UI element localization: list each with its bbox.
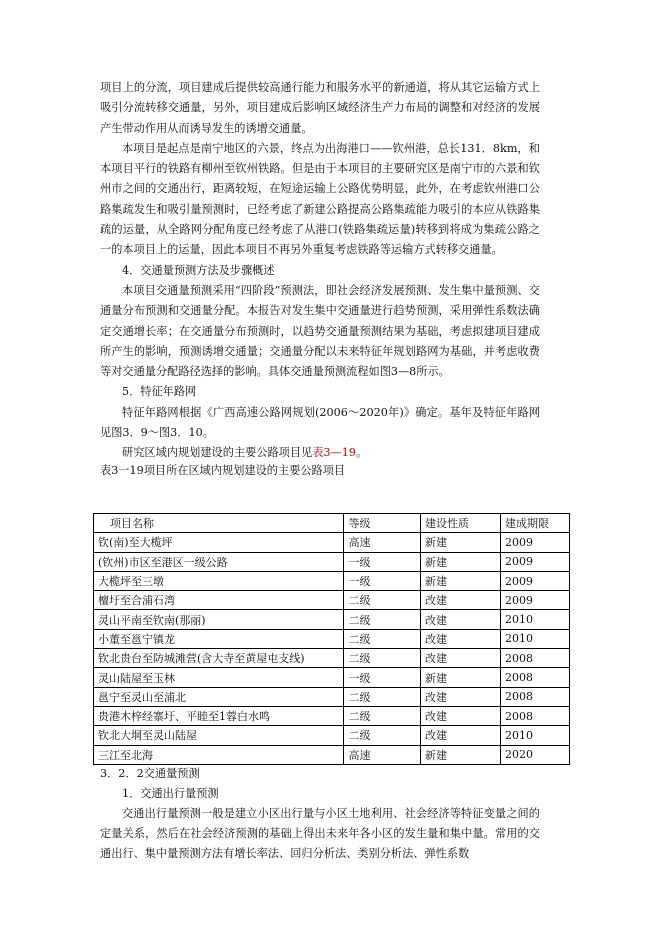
cell-grade: 二级 [344, 726, 421, 745]
cell-name: 三江至北海 [94, 745, 344, 764]
cell-name: (钦州)市区至港区一级公路 [94, 552, 344, 571]
table-row [94, 649, 570, 668]
cell-year: 2008 [500, 649, 569, 668]
cell-name: 大榄坪至三墩 [94, 571, 344, 590]
ref-suffix: 。 [355, 446, 368, 460]
paragraph-table-reference [100, 443, 540, 463]
cell-grade: 二级 [344, 687, 421, 706]
cell-name: 灵山平南至钦南(那丽) [94, 610, 344, 629]
table-row [94, 687, 570, 706]
cell-type: 新建 [421, 552, 501, 571]
cell-type: 新建 [421, 533, 501, 552]
cell-grade: 一级 [344, 668, 421, 687]
cell-name: 钦北大垌至灵山陆屋 [94, 726, 344, 745]
cell-name: 檀圩至合浦石湾 [94, 591, 344, 610]
cell-year: 2008 [500, 687, 569, 706]
cell-year: 2009 [500, 571, 569, 590]
table-row [94, 533, 570, 552]
cell-year: 2009 [500, 533, 569, 552]
table-row [94, 610, 570, 629]
table-row [94, 552, 570, 571]
cell-grade: 一级 [344, 552, 421, 571]
cell-year: 2008 [500, 668, 569, 687]
table-caption: 表3一19项目所在区域内规划建设的主要公路项目 [100, 464, 346, 477]
header-project-name: 项目名称 [94, 514, 344, 533]
cell-grade: 一级 [344, 571, 421, 590]
header-completion-year: 建成期限 [500, 514, 569, 533]
paragraph-feature-year-network: 特征年路网根据《广西高速公路网规划(2006～2020年)》确定。基年及特征年路网见图3．9～图3．10。 [100, 405, 540, 440]
cell-grade: 高速 [344, 745, 421, 764]
header-construction-type: 建设性质 [421, 514, 501, 533]
cell-year: 2010 [500, 629, 569, 648]
cell-name: 钦北贵台至防城滩营(含大寺至黄屋屯支线) [94, 649, 344, 668]
road-projects-table [93, 513, 570, 765]
cell-grade: 二级 [344, 629, 421, 648]
table-header-row [94, 514, 570, 533]
cell-name: 灵山陆屋至玉林 [94, 668, 344, 687]
table-row [94, 591, 570, 610]
cell-name: 钦(南)至大榄坪 [94, 533, 344, 552]
cell-type: 改建 [421, 706, 501, 725]
cell-year: 2009 [500, 591, 569, 610]
paragraph-project-overview: 本项目是起点是南宁地区的六景，终点为出海港口——钦州港，总长131．8km，和本项目平行的铁路有柳州至钦州铁路。但是由于本项目的主要研究区是南宁市的六景和钦州市之间的交通出行，距离较短，在短途运输上公路优势明显，此外，在考虑钦州港口公路集疏发生和吸引量预测时，已经考虑了新建公路提高公路集疏能力吸引的本应从铁路集疏的运量，从全路网分配角度已经考虑了从港口(铁路集疏运量)转移到将成为集疏公路之一的本项目上的运量，因此本项目不再另外重复考虑铁路等运输方式转移交通量。 [100, 141, 540, 257]
cell-type: 新建 [421, 668, 501, 687]
cell-grade: 高速 [344, 533, 421, 552]
cell-grade: 二级 [344, 591, 421, 610]
table-row [94, 726, 570, 745]
cell-type: 改建 [421, 649, 501, 668]
table-row [94, 668, 570, 687]
section-traffic-forecast [100, 764, 540, 864]
cell-year: 2020 [500, 745, 569, 764]
cell-year: 2009 [500, 552, 569, 571]
ref-prefix: 研究区域内规划建设的主要公路项目见 [122, 446, 313, 460]
cell-name: 小董至邕宁镇龙 [94, 629, 344, 648]
cell-year: 2010 [500, 610, 569, 629]
cell-grade: 二级 [344, 610, 421, 629]
header-grade: 等级 [344, 514, 421, 533]
section-heading: 3．2．2交通量预测 [100, 767, 200, 780]
paragraph-traffic-diversion: 项目上的分流，项目建成后提供较高通行能力和服务水平的新通道，将从其它运输方式上吸引分流转移交通量，另外，项目建成后影响区域经济生产力布局的调整和对经济的发展产生带动作用从而诱导发生的诱增交通量。 [100, 81, 540, 135]
section-subheading: 1．交通出行量预测 [122, 787, 219, 800]
heading-forecast-method: 4．交通量预测方法及步骤概述 [122, 263, 275, 277]
cell-year: 2008 [500, 706, 569, 725]
cell-type: 新建 [421, 571, 501, 590]
table-row [94, 629, 570, 648]
table-row [94, 571, 570, 590]
cell-name: 贵港木梓经寨圩、平睦至1蓉白水鸣 [94, 706, 344, 725]
section-body: 交通出行量预测一般是建立小区出行量与小区土地利用、社会经济等特征变量之间的定量关系，然后在社会经济预测的基础上得出未来年各小区的发生量和集中量。常用的交通出行、集中量预测方法有增长率法、回归分析法、类别分析法、弹性系数 [100, 807, 540, 860]
cell-type: 改建 [421, 726, 501, 745]
cell-grade: 二级 [344, 706, 421, 725]
cell-type: 改建 [421, 687, 501, 706]
cell-name: 邕宁至灵山至浦北 [94, 687, 344, 706]
paragraph-four-stage-method: 本项目交通量预测采用“四阶段”预测法，即社会经济发展预测、发生集中量预测、交通量分布预测和交通量分配。本报告对发生集中交通量进行趋势预测，采用弹性系数法确定交通增长率；在交通量分布预测时，以趋势交通量预测结果为基础，考虑拟建项目建成所产生的影响，预测诱增交通量；交通量分配以未来特征年规划路网为基础，并考虑收费等对交通量分配路径选择的影响。具体交通量预测流程如图3—8所示。 [100, 283, 540, 379]
table-row [94, 706, 570, 725]
cell-grade: 二级 [344, 649, 421, 668]
table-row [94, 745, 570, 764]
body-text-top [100, 78, 540, 464]
table-reference-link[interactable]: 表3—19 [312, 446, 356, 460]
cell-type: 改建 [421, 591, 501, 610]
heading-feature-year-network: 5．特征年路网 [122, 385, 197, 399]
cell-type: 新建 [421, 745, 501, 764]
cell-type: 改建 [421, 629, 501, 648]
cell-year: 2010 [500, 726, 569, 745]
cell-type: 改建 [421, 610, 501, 629]
